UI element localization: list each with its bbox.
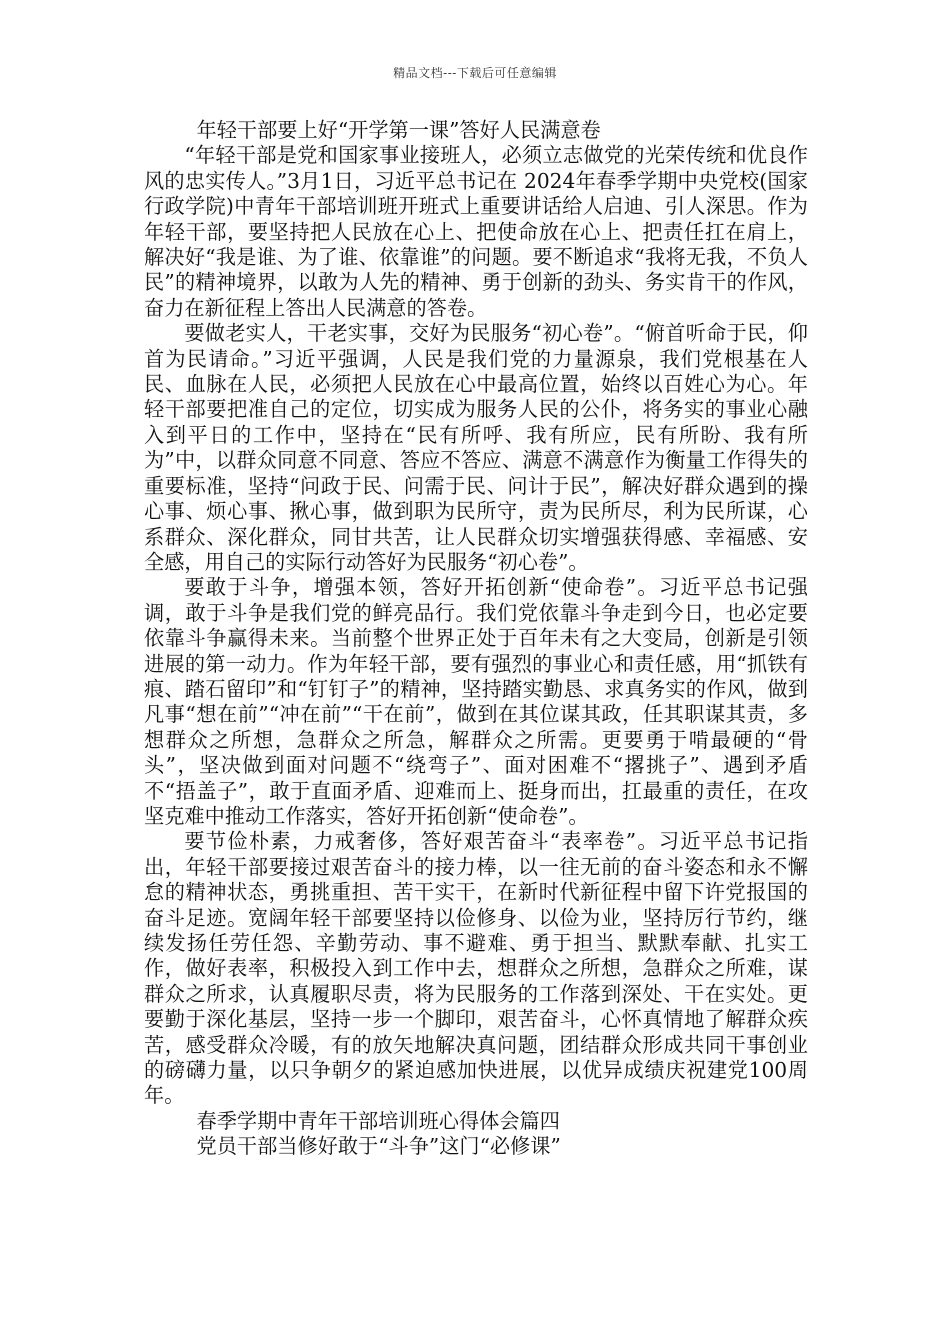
paragraph-initial-heart: 要做老实人，干老实事，交好为民服务“初心卷”。“俯首听命于民，仰首为民请命。”习近平强调，人民是我们党的力量源泉，我们党根基在人民、血脉在人民，必须把人民放在心中最高位置，始终以百姓心为心。年轻干部要把准自己的定位，切实成为服务人民的公仆，将务实的事业心融入到平日的工作中，坚持在“民有所呼、我有所应，民有所盼、我有所为”中，以群众同意不同意、答应不答应、满意不满意作为衡量工作得失的重要标准，坚持“问政于民、问需于民、问计于民”，解决好群众遇到的操心事、烦心事、揪心事，做到职为民所守，责为民所尽，利为民所谋，心系群众、深化群众，同甘共苦，让人民群众切实增强获得感、幸福感、安全感，用自己的实际行动答好为民服务“初心卷”。 [144, 321, 808, 574]
document-title: 年轻干部要上好“开学第一课”答好人民满意卷 [196, 118, 601, 142]
document-body [144, 118, 808, 1160]
page-header: 精品文档---下载后可任意编辑 [393, 66, 557, 80]
paragraph-hard-work: 要节俭朴素，力戒奢侈，答好艰苦奋斗“表率卷”。习近平总书记指出，年轻干部要接过艰苦奋斗的接力棒，以一往无前的奋斗姿态和永不懈怠的精神状态，勇挑重担、苦干实干，在新时代新征程中留下许党报国的奋斗足迹。宽阔年轻干部要坚持以俭修身、以俭为业，坚持厉行节约，继续发扬任劳任怨、辛勤劳动、事不避难、勇于担当、默默奉献、扎实工作，做好表率，积极投入到工作中去，想群众之所想，急群众之所难，谋群众之所求，认真履职尽责，将为民服务的工作落到深处、干在实处。更要勤于深化基层，坚持一步一个脚印，艰苦奋斗，心怀真情地了解群众疾苦，感受群众冷暖，有的放矢地解决真问题，团结群众形成共同干事创业的磅礴力量，以只争朝夕的紧迫感加快进展，以优异成绩庆祝建党100周年。 [144, 829, 808, 1108]
paragraph-intro: “年轻干部是党和国家事业接班人，必须立志做党的光荣传统和优良作风的忠实传人。”3月1日，习近平总书记在 2024年春季学期中央党校(国家行政学院)中青年干部培训班开班式上重要讲话给人启迪、引人深思。作为年轻干部，要坚持把人民放在心上、把使命放在心上、把责任扛在肩上，解决好“我是谁、为了谁、依靠谁”的问题。要不断追求“我将无我，不负人民”的精神境界，以敢为人先的精神、勇于创新的劲头、务实肯干的作风，奋力在新征程上答出人民满意的答卷。 [144, 143, 808, 320]
paragraph-mission: 要敢于斗争，增强本领，答好开拓创新“使命卷”。习近平总书记强调，敢于斗争是我们党的鲜亮品行。我们党依靠斗争走到今日，也必定要依靠斗争赢得未来。当前整个世界正处于百年未有之大变局，创新是引领进展的第一动力。作为年轻干部，要有强烈的事业心和责任感，用“抓铁有痕、踏石留印”和“钉钉子”的精神，坚持踏实勤恳、求真务实的作风，做到凡事“想在前”“冲在前”“干在前”，做到在其位谋其政，任其职谋其责，多想群众之所想，急群众之所急，解群众之所需。更要勇于啃最硬的“骨头”，坚决做到面对问题不“绕弯子”、面对困难不“撂挑子”、遇到矛盾不“捂盖子”，敢于直面矛盾、迎难而上、挺身而出，扛最重的责任，在攻坚克难中推动工作落实，答好开拓创新“使命卷”。 [144, 575, 808, 828]
section-heading: 春季学期中青年干部培训班心得体会篇四 [196, 1108, 560, 1133]
section-subtitle: 党员干部当修好敢于“斗争”这门“必修课” [196, 1134, 561, 1159]
